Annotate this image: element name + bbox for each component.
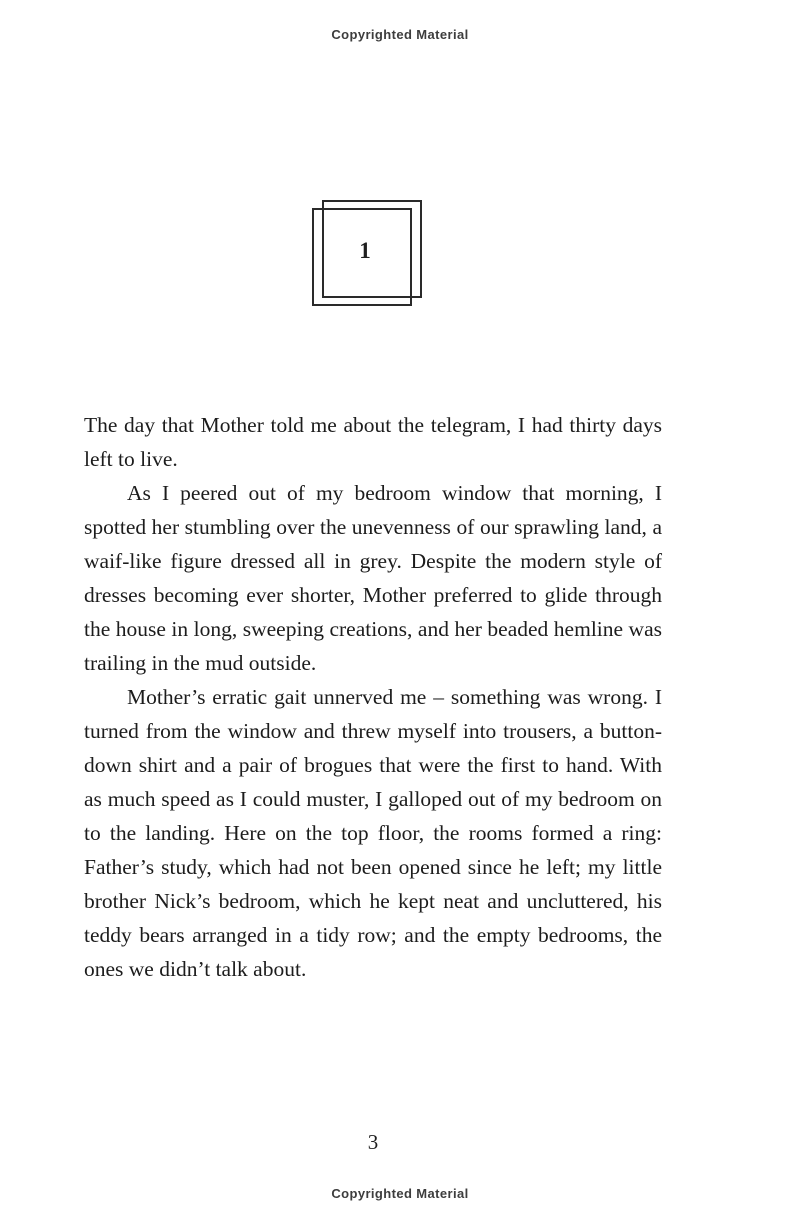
paragraph: The day that Mother told me about the telegram, I had thirty days left to live. (84, 413, 662, 471)
paragraph: Mother’s erratic gait unnerved me – something was wrong. I turned from the window and threw myself into trousers, a button-down shirt and a pair of brogues that were the first to hand. With as much speed as I could muster, I galloped out of my bedroom on to the landing. Here on the top floor, the rooms formed a ring: Father’s study, which had not been opened since he left; my little brother Nick’s bedroom, which he kept neat and uncluttered, his teddy bears arranged in a tidy row; and the empty bedrooms, the ones we didn’t talk about. (84, 685, 662, 981)
paragraph: As I peered out of my bedroom window that morning, I spotted her stumbling over the unevenness of our sprawling land, a waif-like figure dressed all in grey. Despite the modern style of dresses becoming ever shorter, Mother preferred to glide through the house in long, sweeping creations, and her beaded hemline was trailing in the mud outside. (84, 481, 662, 675)
copyright-notice-bottom: Copyrighted Material (331, 1186, 469, 1201)
page-number: 3 (367, 1130, 379, 1154)
chapter-ornament (312, 200, 422, 306)
copyright-notice-top: Copyrighted Material (331, 27, 469, 42)
chapter-number: 1 (359, 238, 371, 263)
body-text (84, 408, 662, 986)
